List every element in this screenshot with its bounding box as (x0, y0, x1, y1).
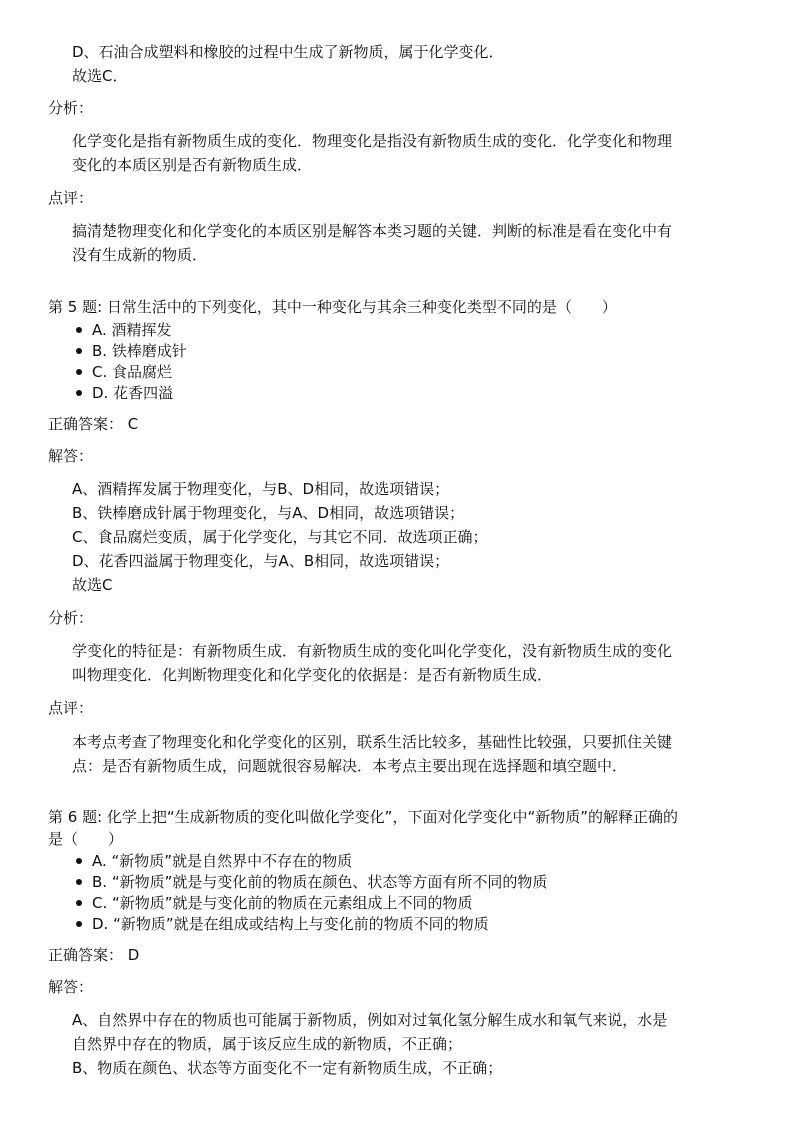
q5-correct-answer: 正确答案： C (48, 415, 139, 433)
q5-title: 第 5 题: 日常生活中的下列变化，其中一种变化与其余三种变化类型不同的是（ ） (48, 298, 617, 316)
bullet-icon (76, 369, 82, 375)
q5-comment-label: 点评： (48, 699, 94, 717)
q5-solution-line-4: D、花香四溢属于物理变化，与A、B相同，故选项错误； (72, 552, 450, 570)
prev-comment-line-2: 没有生成新的物质． (72, 246, 208, 264)
q5-solution-label: 解答： (48, 447, 94, 465)
prev-comment-line-1: 搞清楚物理变化和化学变化的本质区别是解答本类习题的关键．判断的标准是看在变化中有 (72, 222, 673, 240)
q6-option-a (76, 851, 352, 871)
q6-title-line-1: 第 6 题: 化学上把“生成新物质的变化叫做化学变化”，下面对化学变化中“新物质”的解释正确的 (48, 808, 678, 826)
prev-analysis-line-2: 变化的本质区别是否有新物质生成． (72, 156, 313, 174)
q6-solution-line-1: A、自然界中存在的物质也可能属于新物质，例如对过氧化氢分解生成水和氧气来说，水是 (72, 1011, 668, 1029)
q5-solution-line-2: B、铁棒磨成针属于物理变化，与A、D相同，故选项错误； (72, 504, 465, 522)
q5-option-c-text: C. 食品腐烂 (92, 363, 173, 381)
bullet-icon (76, 879, 82, 885)
bullet-icon (76, 327, 82, 333)
q5-solution-line-5: 故选C (72, 576, 113, 594)
q6-option-d-text: D. “新物质”就是在组成或结构上与变化前的物质不同的物质 (92, 915, 489, 933)
q5-comment-line-2: 点：是否有新物质生成，问题就很容易解决．本考点主要出现在选择题和填空题中． (72, 757, 628, 775)
q5-option-b-text: B. 铁棒磨成针 (92, 342, 187, 360)
q5-option-d (76, 383, 173, 403)
q5-comment-line-1: 本考点考查了物理变化和化学变化的区别，联系生活比较多，基础性比较强，只要抓住关键 (72, 733, 673, 751)
bullet-icon (76, 921, 82, 927)
q5-analysis-line-1: 学变化的特征是：有新物质生成．有新物质生成的变化叫化学变化，没有新物质生成的变化 (72, 642, 673, 660)
q6-option-b (76, 872, 547, 892)
q5-solution-line-1: A、酒精挥发属于物理变化，与B、D相同，故选项错误； (72, 480, 450, 498)
q6-solution-line-3: B、物质在颜色、状态等方面变化不一定有新物质生成，不正确； (72, 1059, 503, 1077)
q5-analysis-line-2: 叫物理变化．化判断物理变化和化学变化的依据是：是否有新物质生成． (72, 666, 553, 684)
prev-comment-label: 点评： (48, 189, 94, 207)
bullet-icon (76, 390, 82, 396)
bullet-icon (76, 900, 82, 906)
q6-option-d (76, 914, 489, 934)
q5-option-d-text: D. 花香四溢 (92, 384, 174, 402)
q5-solution-line-3: C、食品腐烂变质，属于化学变化，与其它不同．故选项正确； (72, 528, 488, 546)
q5-option-b (76, 341, 187, 361)
q6-option-a-text: A. “新物质”就是自然界中不存在的物质 (92, 852, 353, 870)
q6-solution-label: 解答： (48, 978, 94, 996)
prev-choose-line: 故选C． (72, 67, 128, 85)
prev-analysis-line-1: 化学变化是指有新物质生成的变化．物理变化是指没有新物质生成的变化．化学变化和物理 (72, 132, 673, 150)
q5-analysis-label: 分析： (48, 609, 94, 627)
q6-option-b-text: B. “新物质”就是与变化前的物质在颜色、状态等方面有所不同的物质 (92, 873, 548, 891)
q6-solution-line-2: 自然界中存在的物质，属于该反应生成的新物质，不正确； (72, 1035, 463, 1053)
bullet-icon (76, 858, 82, 864)
q6-option-c (76, 893, 473, 913)
prev-analysis-label: 分析： (48, 99, 94, 117)
q5-option-a (76, 320, 172, 340)
q5-option-a-text: A. 酒精挥发 (92, 321, 172, 339)
q6-correct-answer: 正确答案： D (48, 946, 140, 964)
bullet-icon (76, 348, 82, 354)
q5-option-c (76, 362, 172, 382)
q6-option-c-text: C. “新物质”就是与变化前的物质在元素组成上不同的物质 (92, 894, 473, 912)
prev-answer-tail: D、石油合成塑料和橡胶的过程中生成了新物质，属于化学变化． (72, 43, 504, 61)
q6-title-line-2: 是（ ） (48, 830, 124, 848)
